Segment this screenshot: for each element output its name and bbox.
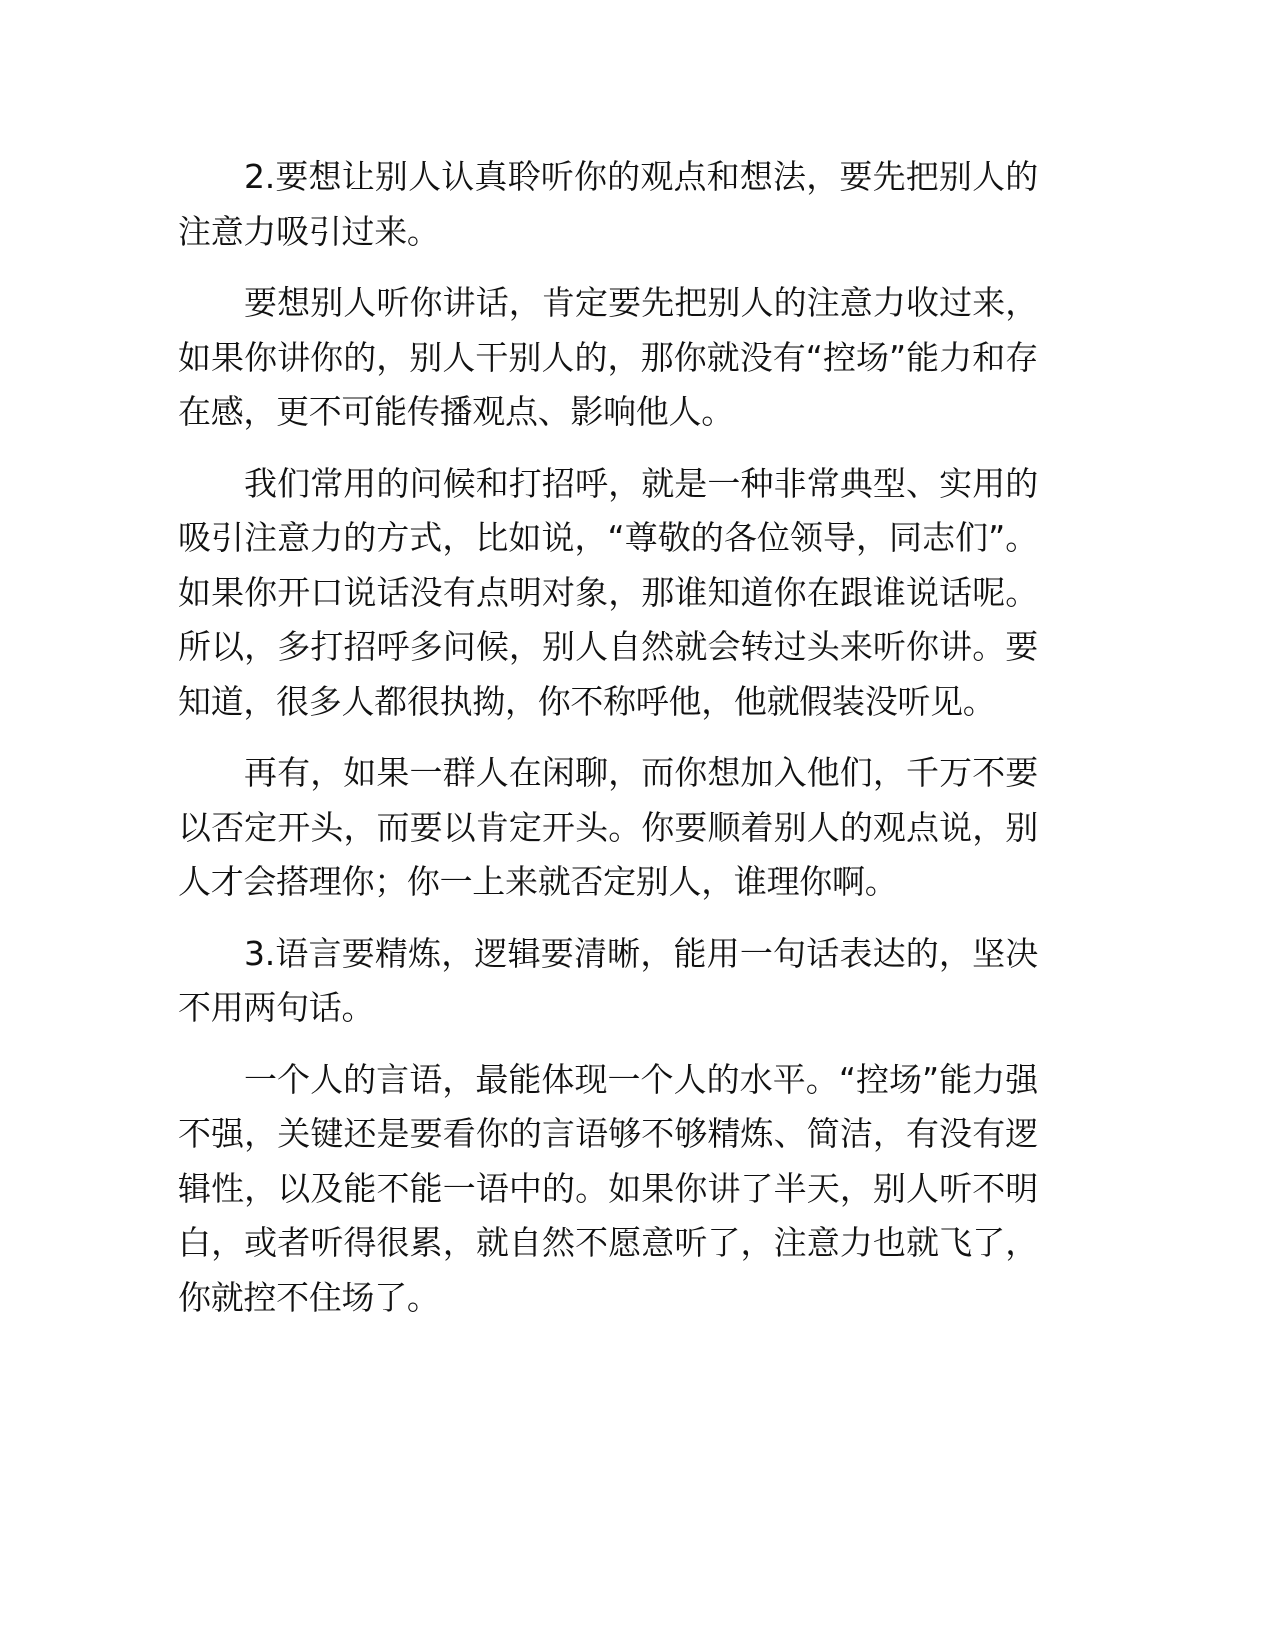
paragraph-join-conversation: 再有，如果一群人在闲聊，而你想加入他们，千万不要以否定开头，而要以肯定开头。你要顺着别人的观点说，别人才会搭理你；你一上来就否定别人，谁理你啊。 (178, 753, 1038, 901)
document-body (178, 150, 1038, 1342)
paragraph-greeting-example: 我们常用的问候和打招呼，就是一种非常典型、实用的吸引注意力的方式，比如说，“尊敬的各位领导，同志们”。如果你开口说话没有点明对象，那谁知道你在跟谁说话呢。所以，多打招呼多问候，别人自然就会转过头来听你讲。要知道，很多人都很执拗，你不称呼他，他就假装没听见。 (178, 463, 1038, 721)
paragraph-point-3-heading: 3.语言要精炼，逻辑要清晰，能用一句话表达的，坚决不用两句话。 (178, 933, 1038, 1027)
paragraph-language-logic: 一个人的言语，最能体现一个人的水平。“控场”能力强不强，关键还是要看你的言语够不够精炼、简洁，有没有逻辑性，以及能不能一语中的。如果你讲了半天，别人听不明白，或者听得很累，就自然不愿意听了，注意力也就飞了，你就控不住场了。 (178, 1059, 1038, 1317)
paragraph-attention-intro: 要想别人听你讲话，肯定要先把别人的注意力收过来，如果你讲你的，别人干别人的，那你就没有“控场”能力和存在感，更不可能传播观点、影响他人。 (178, 283, 1038, 431)
paragraph-point-2-heading: 2.要想让别人认真聆听你的观点和想法，要先把别人的注意力吸引过来。 (178, 157, 1038, 251)
